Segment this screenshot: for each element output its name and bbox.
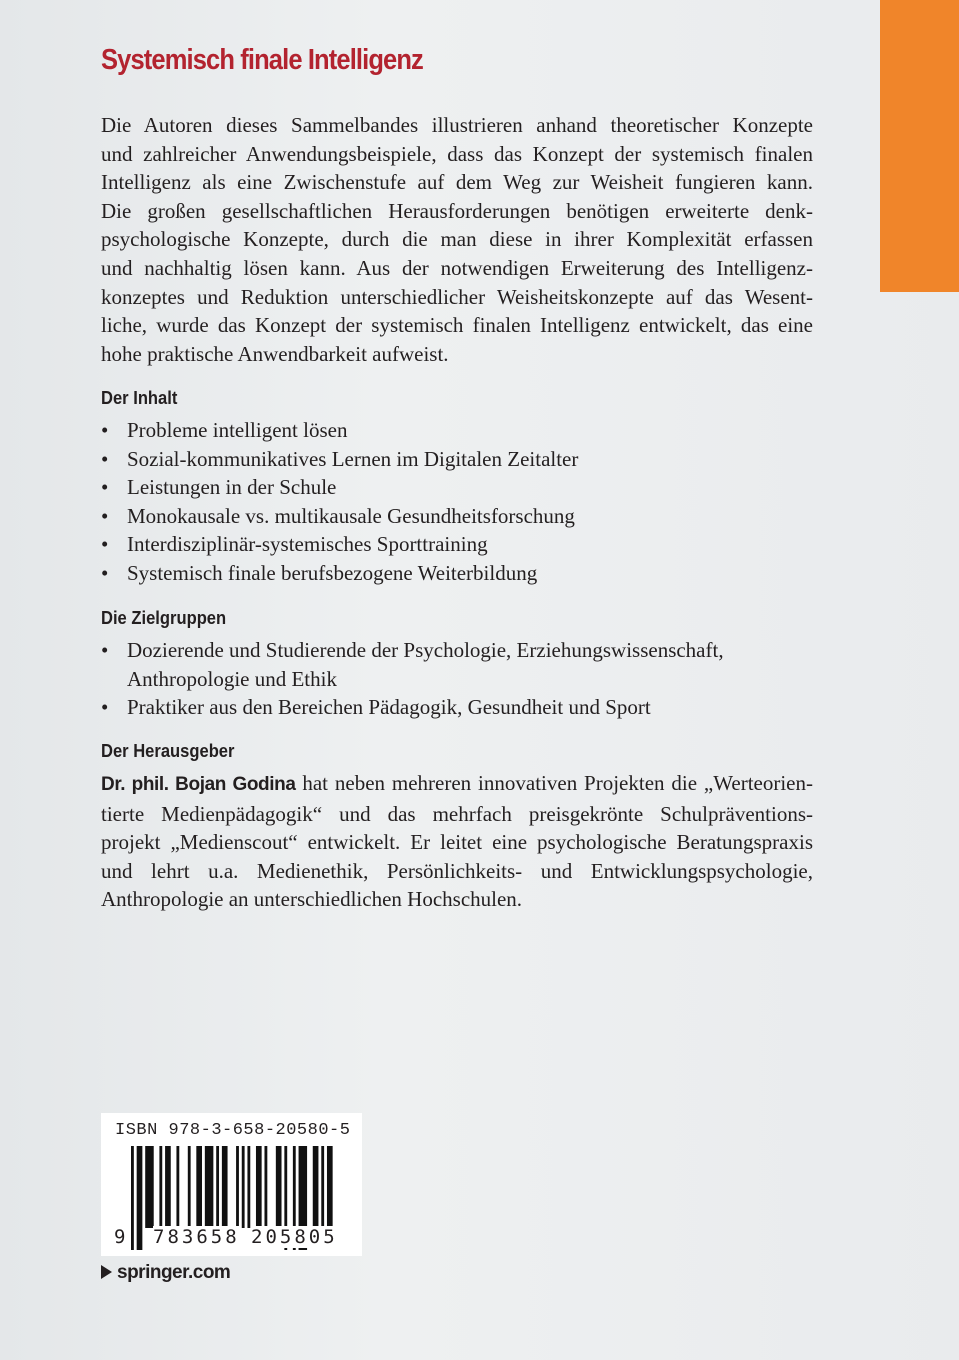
- barcode-bar: [159, 1146, 162, 1228]
- barcode-bar: [321, 1146, 324, 1228]
- bullet-icon: •: [101, 695, 109, 720]
- bullet-icon: •: [101, 638, 109, 662]
- bullet-icon: •: [101, 532, 109, 557]
- barcode-bar: [165, 1146, 171, 1228]
- editor-line: [101, 769, 813, 800]
- barcode-bar: [247, 1146, 250, 1228]
- barcode-digits-right: 205805: [251, 1226, 338, 1248]
- barcode-bar: [188, 1146, 191, 1228]
- barcode-bar: [137, 1146, 143, 1250]
- list-item: [101, 636, 813, 693]
- springer-link[interactable]: [101, 1262, 230, 1284]
- editor-name: Dr. phil. Bojan Godina: [101, 774, 296, 795]
- bullet-icon: •: [101, 475, 109, 500]
- barcode-bar: [131, 1146, 134, 1250]
- barcode-bar: [236, 1146, 239, 1228]
- editor-paragraph: [101, 769, 813, 914]
- text-line: konzeptes und Reduktion unterschiedlicher Weisheitskonzepte auf das Wesent-: [101, 284, 813, 309]
- list-item: [101, 693, 813, 722]
- barcode-bar: [313, 1146, 319, 1228]
- list-item-text: Monokausale vs. multikausale Gesundheitsforschung: [127, 503, 575, 528]
- bullet-icon: •: [101, 560, 109, 585]
- barcode-digits-left: 783658: [153, 1226, 240, 1248]
- orange-spine-bar: [880, 0, 959, 292]
- list-item-text: Dozierende und Studierende der Psychologie, Erziehungswissenschaft,: [127, 638, 724, 662]
- list-item: [101, 416, 813, 445]
- text-line: Die Autoren dieses Sammelbandes illustrieren anhand theoretischer Konzepte: [101, 113, 813, 137]
- list-item-text: Anthropologie und Ethik: [127, 666, 337, 691]
- text-line: und lehrt u.a. Medienethik, Persönlichkeits- und Entwicklungspsychologie,: [101, 858, 813, 883]
- barcode-bar: [327, 1146, 333, 1228]
- intro-paragraph: [101, 111, 813, 368]
- text-line: Anthropologie an unterschiedlichen Hochschulen.: [101, 887, 523, 912]
- list-item: [101, 502, 813, 531]
- list-item-text: Leistungen in der Schule: [127, 475, 337, 500]
- isbn-barcode: [101, 1113, 362, 1256]
- book-title: Systemisch finale Intelligenz: [101, 44, 423, 76]
- editor-text: hat neben mehreren innovativen Projekten die „Werteorien-: [295, 771, 813, 795]
- barcode-digit-first: 9: [114, 1226, 129, 1248]
- text-line: Intelligenz als eine Zwischenstufe auf dem Weg zur Weisheit fungieren kann.: [101, 170, 813, 195]
- list-item: [101, 473, 813, 502]
- text-line: projekt „Medienscout“ entwickelt. Er leitet eine psychologische Beratungspraxis: [101, 830, 813, 855]
- barcode-bar: [264, 1146, 267, 1228]
- text-line: tierte Medienpädagogik“ und das mehrfach preisgekrönte Schulpräventions-: [101, 801, 813, 826]
- text-line: liche, wurde das Konzept der systemisch finalen Intelligenz entwickelt, das eine: [101, 313, 813, 338]
- content-heading: Der Inhalt: [101, 388, 178, 408]
- text-line: hohe praktische Anwendbarkeit aufweist.: [101, 341, 449, 366]
- text-line: Die großen gesellschaftlichen Herausforderungen benötigen erweiterte denk-: [101, 198, 813, 223]
- isbn-text: ISBN 978-3-658-20580-5: [115, 1121, 351, 1140]
- list-item-text: Interdisziplinär-systemisches Sporttraining: [127, 532, 488, 557]
- text-line: und nachhaltig lösen kann. Aus der notwendigen Erweiterung des Intelligenz-: [101, 255, 813, 280]
- barcode-bar: [145, 1146, 154, 1228]
- barcode-bar: [222, 1146, 228, 1228]
- barcode-bar: [205, 1146, 214, 1228]
- springer-link-text: springer.com: [117, 1262, 231, 1283]
- list-item: [101, 445, 813, 474]
- barcode-bar: [216, 1146, 219, 1228]
- bullet-icon: •: [101, 446, 109, 471]
- barcode-bar: [242, 1146, 245, 1228]
- editor-heading: Der Herausgeber: [101, 741, 235, 761]
- barcode-bar: [176, 1146, 179, 1228]
- list-item: [101, 559, 813, 588]
- list-item: [101, 530, 813, 559]
- content-list: [101, 416, 813, 588]
- barcode-bar: [196, 1146, 202, 1228]
- bullet-icon: •: [101, 418, 109, 442]
- arrow-right-icon: [101, 1265, 112, 1279]
- barcode-bar: [256, 1146, 262, 1228]
- list-item-text: Systemisch finale berufsbezogene Weiterbildung: [127, 560, 538, 585]
- list-item-text: Sozial-kommunikatives Lernen im Digitalen Zeitalter: [127, 446, 579, 471]
- text-line: und zahlreicher Anwendungsbeispiele, dass das Konzept der systemisch finalen: [101, 141, 813, 166]
- list-item-text: Praktiker aus den Bereichen Pädagogik, Gesundheit und Sport: [127, 695, 651, 720]
- list-item-text: Probleme intelligent lösen: [127, 418, 348, 442]
- barcode-bar: [276, 1146, 282, 1228]
- audience-list: [101, 636, 813, 722]
- audience-heading: Die Zielgruppen: [101, 608, 227, 628]
- bullet-icon: •: [101, 503, 109, 528]
- text-line: psychologische Konzepte, durch die man diese in ihrer Komplexität erfassen: [101, 227, 813, 252]
